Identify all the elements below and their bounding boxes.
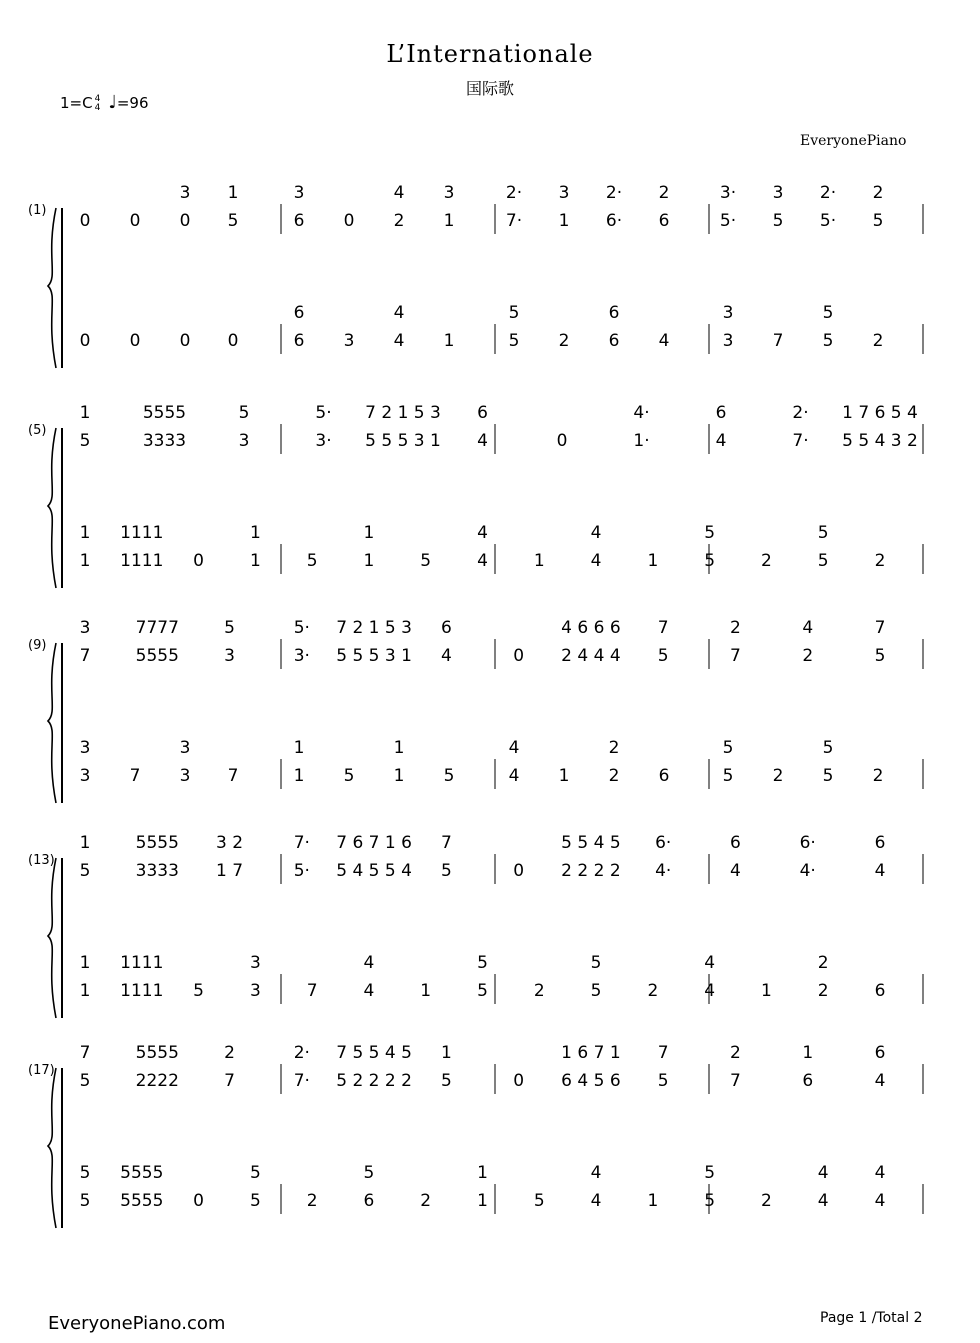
lower-main-note: 0 — [193, 551, 204, 571]
upper-main-note: 1· — [633, 431, 650, 451]
lower-high-note: 6 — [293, 303, 305, 323]
upper-main-note: 0 — [179, 211, 191, 231]
lower-high-note: 3 — [722, 303, 734, 323]
upper-high-note: 3· — [719, 183, 737, 203]
upper-main-note: 5 5 4 3 2 — [842, 431, 918, 451]
lower-main-note: 5 — [79, 1191, 91, 1211]
upper-main-note: 3333 — [135, 861, 179, 881]
lower-high-note: 1111 — [120, 523, 164, 543]
lower-main-note: 1 — [647, 551, 659, 571]
upper-main-note: 6 — [658, 211, 670, 231]
lower-main-note: 2 — [874, 551, 886, 571]
lower-main-note: 4 — [477, 551, 488, 571]
lower-high-note: 4 — [874, 1163, 886, 1183]
upper-high-note: 2 — [872, 183, 884, 203]
upper-high-note: 2 — [658, 183, 670, 203]
upper-high-note: 7 2 1 5 3 — [365, 403, 441, 423]
arranger-credit: EveryonePiano — [800, 133, 907, 149]
lower-main-note: 6 — [363, 1191, 375, 1211]
brace-icon — [48, 1068, 56, 1228]
lower-main-note: 1 — [79, 551, 91, 571]
lower-main-note: 3 — [722, 331, 734, 351]
upper-high-note: 5 5 4 5 — [561, 833, 621, 853]
upper-main-note: 5555 — [135, 646, 179, 666]
upper-main-note: 0 — [79, 211, 91, 231]
lower-high-note: 5 — [363, 1163, 375, 1183]
lower-high-note: 3 — [249, 953, 261, 973]
quarter-note-icon: ♩ — [108, 92, 117, 113]
upper-high-note: 2· — [819, 183, 837, 203]
page-indicator: Page 1 /Total 2 — [820, 1310, 923, 1326]
upper-high-note: 1 — [227, 183, 239, 203]
upper-main-note: 2 4 4 4 — [561, 646, 621, 666]
lower-main-note: 5 — [704, 1191, 716, 1211]
lower-main-note: 2 — [761, 551, 772, 571]
upper-main-note: 4 — [874, 861, 886, 881]
measure-number: (17) — [28, 1063, 55, 1078]
upper-main-note: 3· — [293, 646, 310, 666]
upper-main-note: 4 — [715, 431, 727, 451]
lower-high-note: 5 — [822, 303, 834, 323]
lower-main-note: 6 — [874, 981, 886, 1001]
key-signature: 1=C — [60, 94, 93, 112]
lower-high-note: 5 — [79, 1163, 91, 1183]
upper-main-note: 0 — [556, 431, 568, 451]
upper-high-note: 5555 — [135, 833, 179, 853]
lower-high-note: 1 — [363, 523, 375, 543]
upper-main-note: 2 — [802, 646, 814, 666]
lower-main-note: 2 — [420, 1191, 432, 1211]
lower-main-note: 5 — [533, 1191, 545, 1211]
upper-main-note: 5 — [79, 431, 91, 451]
lower-high-note: 4 — [590, 1163, 602, 1183]
tempo-value: =96 — [116, 94, 149, 112]
lower-high-note: 4 — [508, 738, 520, 758]
upper-main-note: 5 5 5 3 1 — [336, 646, 412, 666]
upper-high-note: 3 — [293, 183, 305, 203]
lower-main-note: 2 — [872, 766, 884, 786]
lower-main-note: 1 — [363, 551, 375, 571]
upper-main-note: 3 — [238, 431, 250, 451]
upper-high-note: 6 — [715, 403, 727, 423]
upper-main-note: 5 — [772, 211, 784, 231]
lower-high-note: 3 — [179, 738, 191, 758]
lower-high-note: 2 — [817, 953, 829, 973]
lower-main-note: 5 — [306, 551, 318, 571]
upper-main-note: 5 4 5 5 4 — [336, 861, 412, 881]
lower-high-note: 5 — [477, 953, 488, 973]
upper-high-note: 7 6 7 1 6 — [336, 833, 412, 853]
lower-main-note: 1 — [558, 766, 570, 786]
upper-main-note: 5 — [874, 646, 886, 666]
upper-high-note: 5555 — [142, 403, 187, 423]
lower-main-note: 2 — [647, 981, 659, 1001]
lower-main-note: 5 — [443, 766, 455, 786]
upper-high-note: 4 — [802, 618, 814, 638]
lower-main-note: 2 — [772, 766, 784, 786]
lower-main-note: 1111 — [120, 551, 164, 571]
upper-high-note: 1 — [440, 1043, 452, 1063]
upper-main-note: 1 — [443, 211, 455, 231]
lower-main-note: 1 — [477, 1191, 488, 1211]
lower-high-note: 5 — [704, 523, 716, 543]
lower-main-note: 6 — [658, 766, 670, 786]
upper-main-note: 4· — [655, 861, 672, 881]
lower-main-note: 3 — [79, 766, 91, 786]
upper-high-note: 1 6 7 1 — [561, 1043, 621, 1063]
lower-main-note: 7 — [306, 981, 318, 1001]
lower-main-note: 1 — [647, 1191, 659, 1211]
upper-main-note: 4 — [477, 431, 488, 451]
measure-number: (5) — [28, 423, 47, 438]
time-top: 4 — [94, 93, 101, 104]
time-bottom: 4 — [94, 102, 101, 113]
lower-main-note: 0 — [227, 331, 239, 351]
upper-main-note: 6 4 5 6 — [561, 1071, 621, 1091]
upper-high-note: 4· — [633, 403, 650, 423]
upper-main-note: 4 — [730, 861, 741, 881]
upper-high-note: 5· — [315, 403, 332, 423]
lower-high-note: 5 — [722, 738, 734, 758]
lower-main-note: 2 — [608, 766, 620, 786]
upper-high-note: 7 5 5 4 5 — [336, 1043, 412, 1063]
upper-main-note: 6 — [802, 1071, 814, 1091]
upper-high-note: 3 — [558, 183, 570, 203]
lower-main-note: 0 — [79, 331, 91, 351]
upper-high-note: 1 — [79, 833, 91, 853]
upper-high-note: 6 — [440, 618, 452, 638]
upper-high-note: 5 — [224, 618, 235, 638]
upper-high-note: 5· — [293, 618, 310, 638]
upper-high-note: 1 — [79, 403, 91, 423]
lower-main-note: 7 — [772, 331, 784, 351]
upper-high-note: 1 7 6 5 4 — [842, 403, 918, 423]
lower-main-note: 5 — [822, 331, 834, 351]
measure-number: (1) — [28, 203, 47, 218]
brace-icon — [48, 643, 56, 803]
lower-high-note: 5 — [508, 303, 520, 323]
upper-main-note: 5· — [819, 211, 837, 231]
lower-main-note: 4 — [817, 1191, 829, 1211]
brace-icon — [48, 858, 56, 1018]
upper-high-note: 3 — [443, 183, 455, 203]
lower-main-note: 5 — [822, 766, 834, 786]
lower-high-note: 1 — [477, 1163, 488, 1183]
upper-main-note: 6· — [605, 211, 623, 231]
upper-main-note: 7 — [730, 1071, 741, 1091]
upper-high-note: 3 — [179, 183, 191, 203]
upper-main-note: 7· — [792, 431, 809, 451]
upper-main-note: 7· — [505, 211, 523, 231]
upper-main-note: 4 — [874, 1071, 886, 1091]
upper-high-note: 6· — [799, 833, 816, 853]
upper-high-note: 7 — [79, 1043, 91, 1063]
upper-high-note: 7 — [874, 618, 886, 638]
lower-main-note: 1 — [533, 551, 545, 571]
upper-main-note: 2222 — [135, 1071, 179, 1091]
brace-icon — [48, 428, 56, 588]
upper-high-note: 7 — [440, 833, 452, 853]
lower-main-note: 0 — [193, 1191, 204, 1211]
lower-main-note: 2 — [817, 981, 829, 1001]
upper-main-note: 0 — [513, 1071, 525, 1091]
lower-main-note: 5 — [817, 551, 829, 571]
lower-main-note: 1111 — [120, 981, 164, 1001]
lower-high-note: 4 — [590, 523, 602, 543]
lower-main-note: 1 — [79, 981, 91, 1001]
lower-main-note: 4 — [590, 551, 602, 571]
lower-high-note: 5 — [590, 953, 602, 973]
lower-main-note: 3 — [343, 331, 355, 351]
lower-high-note: 5 — [249, 1163, 261, 1183]
lower-main-note: 1 — [249, 551, 261, 571]
lower-main-note: 7 — [129, 766, 141, 786]
upper-main-note: 0 — [129, 211, 141, 231]
lower-high-note: 6 — [608, 303, 620, 323]
upper-main-note: 2 — [393, 211, 405, 231]
upper-main-note: 7· — [293, 1071, 310, 1091]
upper-main-note: 3 — [224, 646, 235, 666]
lower-main-note: 5 — [590, 981, 602, 1001]
page-title: L’Internationale — [386, 40, 594, 68]
footer-site: EveryonePiano.com — [48, 1313, 226, 1334]
upper-high-note: 7 2 1 5 3 — [336, 618, 412, 638]
lower-high-note: 5555 — [120, 1163, 164, 1183]
upper-high-note: 7 — [657, 618, 669, 638]
lower-high-note: 1 — [79, 953, 91, 973]
lower-high-note: 4 — [704, 953, 716, 973]
lower-high-note: 2 — [608, 738, 620, 758]
upper-main-note: 5· — [719, 211, 737, 231]
lower-high-note: 1 — [79, 523, 91, 543]
upper-high-note: 1 — [802, 1043, 814, 1063]
lower-main-note: 1 — [443, 331, 455, 351]
upper-high-note: 6 — [874, 1043, 886, 1063]
lower-main-note: 4 — [874, 1191, 886, 1211]
upper-main-note: 5 — [79, 861, 91, 881]
upper-main-note: 6 — [293, 211, 305, 231]
lower-main-note: 5 — [420, 551, 432, 571]
lower-high-note: 4 — [363, 953, 375, 973]
lower-main-note: 2 — [533, 981, 545, 1001]
lower-main-note: 3 — [179, 766, 191, 786]
lower-main-note: 5 — [249, 1191, 261, 1211]
upper-main-note: 7 — [224, 1071, 235, 1091]
lower-main-note: 1 — [393, 766, 405, 786]
lower-main-note: 1 — [293, 766, 305, 786]
upper-high-note: 3 — [772, 183, 784, 203]
upper-high-note: 6 — [730, 833, 741, 853]
upper-main-note: 5 — [440, 1071, 452, 1091]
upper-main-note: 3· — [315, 431, 332, 451]
upper-main-note: 1 — [558, 211, 570, 231]
lower-main-note: 5 — [193, 981, 204, 1001]
lower-high-note: 1 — [393, 738, 405, 758]
upper-main-note: 5 2 2 2 2 — [336, 1071, 412, 1091]
lower-high-note: 5 — [817, 523, 829, 543]
lower-high-note: 5 — [704, 1163, 716, 1183]
upper-high-note: 2· — [293, 1043, 310, 1063]
upper-main-note: 0 — [513, 861, 525, 881]
lower-high-note: 1 — [293, 738, 305, 758]
upper-high-note: 6 — [874, 833, 886, 853]
upper-main-note: 2 2 2 2 — [561, 861, 621, 881]
lower-main-note: 4 — [658, 331, 670, 351]
upper-high-note: 4 6 6 6 — [561, 618, 621, 638]
measure-number: (13) — [28, 853, 55, 868]
upper-main-note: 5 — [227, 211, 239, 231]
upper-main-note: 7 — [730, 646, 741, 666]
measure-number: (9) — [28, 638, 47, 653]
upper-high-note: 7777 — [135, 618, 179, 638]
upper-high-note: 3 2 — [216, 833, 244, 853]
upper-main-note: 5 — [440, 861, 452, 881]
lower-main-note: 4 — [363, 981, 375, 1001]
lower-main-note: 5 — [343, 766, 355, 786]
lower-main-note: 3 — [249, 981, 261, 1001]
upper-high-note: 5555 — [135, 1043, 179, 1063]
lower-main-note: 1 — [761, 981, 772, 1001]
lower-main-note: 5 — [477, 981, 488, 1001]
lower-main-note: 5 — [508, 331, 520, 351]
lower-main-note: 2 — [872, 331, 884, 351]
lower-high-note: 1111 — [120, 953, 164, 973]
lower-high-note: 4 — [393, 303, 405, 323]
upper-main-note: 4· — [799, 861, 816, 881]
upper-high-note: 2· — [505, 183, 523, 203]
lower-high-note: 5 — [822, 738, 834, 758]
lower-main-note: 5 — [722, 766, 734, 786]
lower-high-note: 3 — [79, 738, 91, 758]
lower-main-note: 4 — [704, 981, 716, 1001]
upper-main-note: 5 — [872, 211, 884, 231]
upper-high-note: 7 — [657, 1043, 669, 1063]
page-subtitle: 国际歌 — [465, 79, 514, 98]
upper-main-note: 5 5 5 3 1 — [365, 431, 441, 451]
lower-main-note: 2 — [558, 331, 570, 351]
lower-main-note: 6 — [293, 331, 305, 351]
lower-main-note: 4 — [590, 1191, 602, 1211]
lower-main-note: 2 — [306, 1191, 318, 1211]
upper-main-note: 0 — [343, 211, 355, 231]
lower-high-note: 4 — [817, 1163, 829, 1183]
lower-main-note: 4 — [508, 766, 520, 786]
lower-main-note: 4 — [393, 331, 405, 351]
lower-high-note: 1 — [249, 523, 261, 543]
lower-main-note: 2 — [761, 1191, 772, 1211]
lower-main-note: 7 — [227, 766, 239, 786]
lower-high-note: 4 — [477, 523, 488, 543]
upper-high-note: 6 — [477, 403, 488, 423]
upper-high-note: 2 — [224, 1043, 235, 1063]
upper-main-note: 5 — [657, 1071, 669, 1091]
upper-main-note: 5 — [657, 646, 669, 666]
upper-high-note: 2· — [792, 403, 809, 423]
upper-high-note: 2· — [605, 183, 623, 203]
upper-main-note: 0 — [513, 646, 525, 666]
upper-main-note: 7 — [79, 646, 91, 666]
upper-main-note: 1 7 — [216, 861, 244, 881]
upper-main-note: 3333 — [142, 431, 187, 451]
brace-icon — [48, 208, 56, 368]
upper-high-note: 2 — [730, 1043, 741, 1063]
upper-main-note: 4 — [440, 646, 452, 666]
upper-high-note: 5 — [238, 403, 250, 423]
upper-main-note: 5 — [79, 1071, 91, 1091]
lower-main-note: 6 — [608, 331, 620, 351]
upper-high-note: 4 — [393, 183, 405, 203]
lower-main-note: 1 — [420, 981, 432, 1001]
lower-main-note: 5555 — [120, 1191, 164, 1211]
lower-main-note: 5 — [704, 551, 716, 571]
upper-high-note: 7· — [293, 833, 310, 853]
lower-main-note: 0 — [129, 331, 141, 351]
upper-high-note: 6· — [655, 833, 672, 853]
lower-main-note: 0 — [179, 331, 191, 351]
upper-high-note: 3 — [79, 618, 91, 638]
upper-high-note: 2 — [730, 618, 741, 638]
upper-main-note: 5· — [293, 861, 310, 881]
